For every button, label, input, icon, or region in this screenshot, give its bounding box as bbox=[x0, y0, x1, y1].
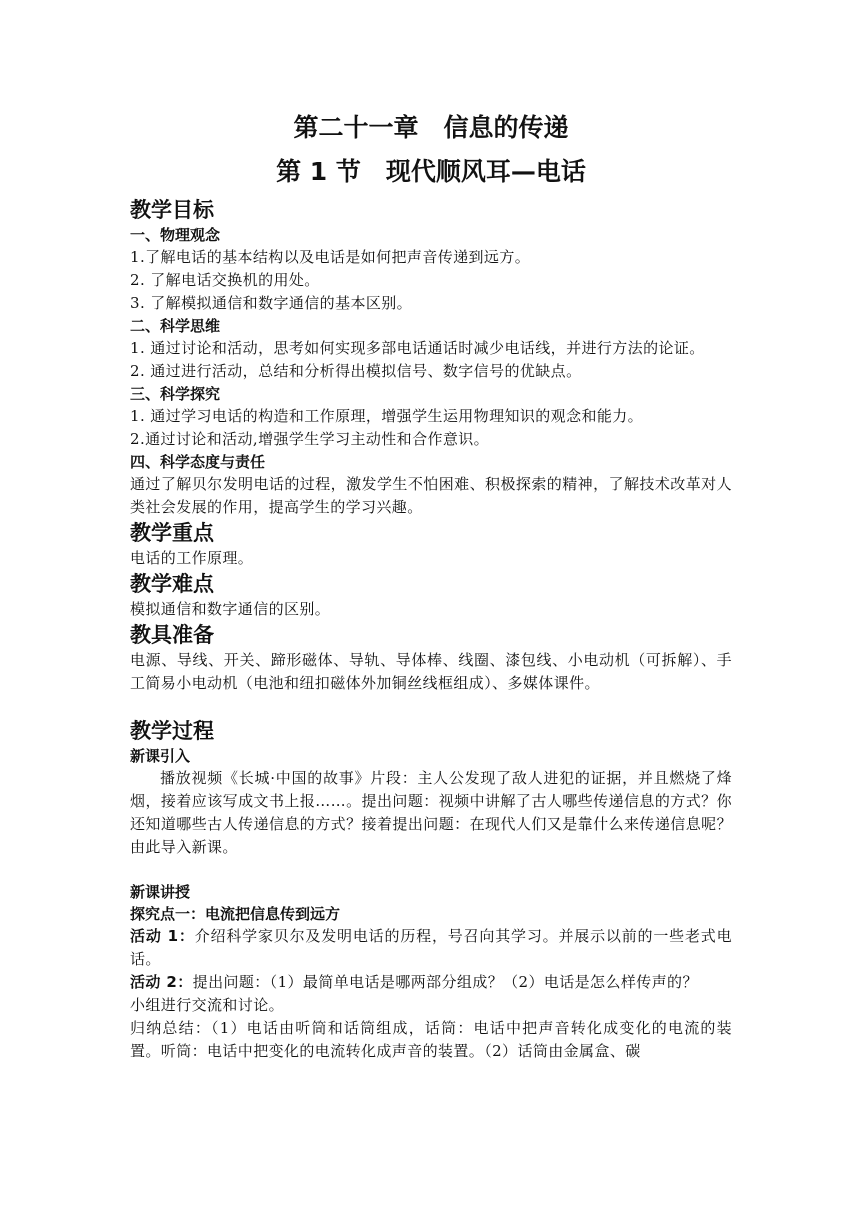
goal-inquiry-heading: 三、科学探究 bbox=[130, 385, 221, 403]
spacer bbox=[130, 695, 732, 717]
intro-text: 播放视频《长城·中国的故事》片段：主人公发现了敌人进犯的证据，并且燃烧了烽烟，接着应该写成文书上报……。提出问题：视频中讲解了古人哪些传递信息的方式？你还知道哪些古人传递信息的方式？接着提出问题：在现代人们又是靠什么来传递信息呢？由此导入新课。 bbox=[130, 769, 732, 856]
materials-heading: 教具准备 bbox=[130, 623, 214, 647]
goal-physics-item: 2. 了解电话交换机的用处。 bbox=[130, 271, 320, 289]
group-discussion-text: 小组进行交流和讨论。 bbox=[130, 996, 285, 1014]
materials-text: 电源、导线、开关、蹄形磁体、导轨、导体棒、线圈、漆包线、小电动机（可拆解）、手工简易小电动机（电池和纽扣磁体外加铜丝线框组成）、多媒体课件。 bbox=[130, 651, 732, 692]
activity2-paragraph bbox=[130, 971, 732, 994]
goals-heading: 教学目标 bbox=[130, 198, 214, 222]
activity2-label: 活动 2： bbox=[130, 973, 193, 991]
goal-thinking-item: 2. 通过进行活动，总结和分析得出模拟信号、数字信号的优缺点。 bbox=[130, 362, 582, 380]
goal-physics-heading: 一、物理观念 bbox=[130, 226, 221, 244]
goal-physics-item: 3. 了解模拟通信和数字通信的基本区别。 bbox=[130, 294, 413, 312]
intro-heading: 新课引入 bbox=[130, 747, 191, 765]
goal-thinking-heading: 二、科学思维 bbox=[130, 317, 221, 335]
document-content bbox=[130, 106, 732, 1063]
goal-physics-item: 1.了解电话的基本结构以及电话是如何把声音传递到远方。 bbox=[130, 248, 531, 266]
difficulties-heading: 教学难点 bbox=[130, 572, 214, 596]
key-points-heading: 教学重点 bbox=[130, 521, 214, 545]
activity1-paragraph bbox=[130, 925, 732, 971]
key-points-text: 电话的工作原理。 bbox=[130, 549, 254, 567]
summary-text: 归纳总结：（1）电话由听筒和话筒组成，话筒：电话中把声音转化成变化的电流的装置。听筒：电话中把变化的电流转化成声音的装置。（2）话筒由金属盒、碳 bbox=[130, 1019, 732, 1060]
spacer bbox=[130, 859, 732, 881]
goal-attitude-item: 通过了解贝尔发明电话的过程，激发学生不怕困难、积极探索的精神，了解技术改革对人类社会发展的作用，提高学生的学习兴趣。 bbox=[130, 475, 732, 516]
goal-inquiry-item: 2.通过讨论和活动,增强学生学习主动性和合作意识。 bbox=[130, 430, 490, 448]
goal-inquiry-item: 1. 通过学习电话的构造和工作原理，增强学生运用物理知识的观念和能力。 bbox=[130, 407, 644, 425]
activity1-label: 活动 1： bbox=[130, 927, 195, 945]
point1-heading: 探究点一：电流把信息传到远方 bbox=[130, 905, 341, 923]
difficulties-text: 模拟通信和数字通信的区别。 bbox=[130, 600, 331, 618]
process-heading: 教学过程 bbox=[130, 719, 214, 743]
activity1-text: 介绍科学家贝尔及发明电话的历程，号召向其学习。并展示以前的一些老式电话。 bbox=[130, 927, 732, 968]
goal-attitude-heading: 四、科学态度与责任 bbox=[130, 453, 266, 471]
teach-heading: 新课讲授 bbox=[130, 883, 191, 901]
chapter-title: 第二十一章 信息的传递 bbox=[293, 113, 569, 142]
goal-thinking-item: 1. 通过讨论和活动，思考如何实现多部电话通话时减少电话线，并进行方法的论证。 bbox=[130, 339, 705, 357]
activity2-text: 提出问题：（1）最简单电话是哪两部分组成？（2）电话是怎么样传声的？ bbox=[192, 973, 698, 991]
section-title: 第 1 节 现代顺风耳—电话 bbox=[276, 157, 586, 186]
